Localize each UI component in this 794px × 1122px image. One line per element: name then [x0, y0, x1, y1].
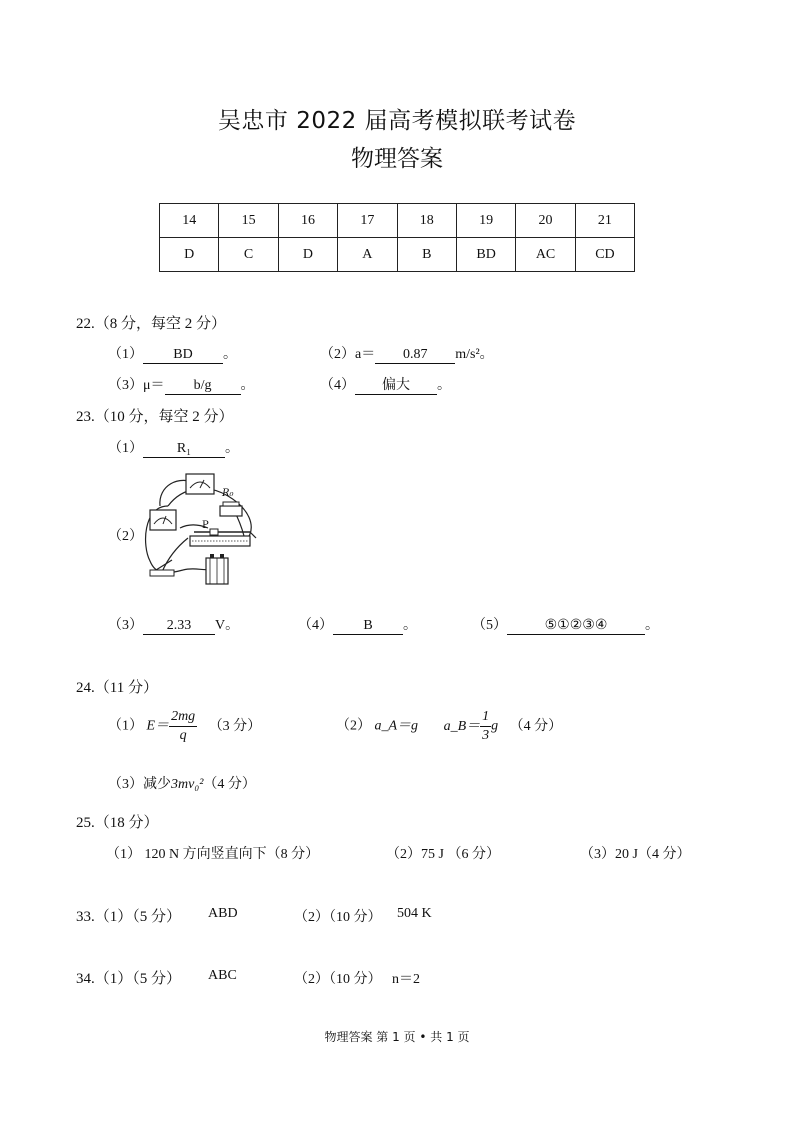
q24-part2-eq-b-lhs: a_B＝	[443, 718, 481, 734]
q24-heading: 24.（11 分）	[76, 680, 158, 696]
circuit-diagram	[138, 466, 273, 588]
q23-part4-label: （4）	[298, 618, 333, 633]
q24-part1-score: （3 分）	[208, 718, 262, 734]
q24-part2-eq-a: a_A＝g	[374, 718, 419, 734]
q23-part1-answer: R₁	[143, 441, 225, 458]
q23-part3	[108, 614, 239, 635]
q24-part1-label: （1）	[108, 718, 143, 734]
q24-part1-denominator: q	[179, 728, 187, 743]
answer-cell: A	[338, 238, 397, 272]
rheostat-icon	[190, 529, 256, 546]
question-number: 18	[397, 204, 456, 238]
question-number: 19	[456, 204, 515, 238]
page-footer: 物理答案 第 1 页 • 共 1 页	[324, 1030, 470, 1044]
q25-heading: 25.（18 分）	[76, 815, 159, 831]
q22-part3	[108, 374, 255, 395]
q33-answer1: ABD	[208, 906, 238, 921]
page-title: 吴忠市 2022 届高考模拟联考试卷	[217, 108, 577, 134]
q24-part2-numerator: 1	[480, 708, 491, 727]
q34-heading: 34.（1）（5 分）	[76, 971, 182, 987]
q24-part2-fraction	[480, 708, 491, 745]
q23-part4-answer: B	[333, 618, 403, 635]
q34-answer2: n＝2	[392, 972, 420, 987]
q24-part2	[336, 708, 562, 745]
answer-cell: B	[397, 238, 456, 272]
q33-heading: 33.（1）（5 分）	[76, 909, 182, 925]
question-number: 17	[338, 204, 397, 238]
question-number: 15	[219, 204, 278, 238]
ammeter-icon	[150, 510, 176, 530]
q34-part2-label: （2）（10 分）	[294, 972, 382, 987]
q23-part1-end: 。	[225, 441, 239, 456]
q24-part1-numerator: 2mg	[169, 708, 197, 727]
q22-part4-end: 。	[437, 378, 451, 393]
answer-table-answers-row	[160, 238, 635, 272]
q22-part3-label: （3）μ＝	[108, 378, 165, 393]
q22-part2-label: （2）a＝	[320, 347, 376, 362]
q22-part3-answer: b/g	[165, 378, 241, 395]
q22-part2-unit: m/s²。	[455, 347, 494, 362]
circuit-label-r0: R₀	[222, 488, 234, 499]
answer-cell: AC	[516, 238, 575, 272]
answer-cell: D	[278, 238, 337, 272]
q23-part4	[298, 614, 417, 635]
q22-part4-answer: 偏大	[355, 378, 437, 395]
q24-part3	[108, 773, 256, 793]
q23-part1	[108, 437, 239, 458]
question-number: 14	[160, 204, 219, 238]
q24-part1-fraction	[169, 708, 197, 745]
q33-answer2: 504 K	[397, 906, 432, 921]
q34-answer1: ABC	[208, 968, 237, 983]
q23-part3-answer: 2.33	[143, 618, 215, 635]
q33-part2-label: （2）（10 分）	[294, 910, 382, 925]
battery-icon	[206, 554, 228, 584]
answer-cell: C	[219, 238, 278, 272]
q25-part2: （2）75 J （6 分）	[386, 847, 500, 862]
question-number: 21	[575, 204, 634, 238]
q23-part3-label: （3）	[108, 618, 143, 633]
q22-part1-label: （1）	[108, 347, 143, 362]
q24-part3-score: （4 分）	[203, 777, 256, 792]
q25-part3: （3）20 J（4 分）	[580, 847, 691, 862]
q23-part5	[472, 614, 659, 635]
q22-heading: 22.（8 分，每空 2 分）	[76, 316, 227, 332]
answer-table-numbers-row	[160, 204, 635, 238]
page-subtitle: 物理答案	[351, 146, 443, 172]
answer-cell: CD	[575, 238, 634, 272]
q23-part3-unit: V。	[215, 618, 240, 633]
answer-table	[159, 203, 635, 272]
q24-part2-denominator: 3	[482, 728, 490, 743]
voltmeter-icon	[186, 474, 214, 494]
q22-part2	[320, 343, 494, 364]
q25-part1: （1） 120 N 方向竖直向下（8 分）	[106, 847, 320, 862]
q23-part5-label: （5）	[472, 618, 507, 633]
fixed-resistor-icon	[220, 502, 242, 516]
question-number: 20	[516, 204, 575, 238]
q23-part2-label: （2）	[108, 529, 143, 544]
q23-part5-answer: ⑤①②③④	[507, 618, 645, 635]
q23-heading: 23.（10 分，每空 2 分）	[76, 409, 234, 425]
q23-part5-end: 。	[645, 618, 659, 633]
q23-part4-end: 。	[403, 618, 417, 633]
q22-part2-answer: 0.87	[375, 347, 455, 364]
answer-cell: BD	[456, 238, 515, 272]
circuit-label-p: P	[202, 520, 209, 531]
q24-part2-label: （2）	[336, 718, 371, 734]
q24-part2-score: （4 分）	[509, 718, 563, 734]
question-number: 16	[278, 204, 337, 238]
q24-part2-eq-b-rhs: g	[491, 718, 499, 734]
q24-part1	[108, 708, 261, 745]
q22-part1-end: 。	[223, 347, 237, 362]
q22-part4	[320, 374, 451, 395]
q24-part3-expr: 3mv₀²	[171, 777, 204, 792]
q22-part4-label: （4）	[320, 378, 355, 393]
q22-part3-end: 。	[240, 378, 255, 393]
answer-cell: D	[160, 238, 219, 272]
q24-part1-lhs: E＝	[146, 718, 170, 734]
q24-part3-label: （3）减少	[108, 777, 171, 792]
q22-part1	[108, 343, 237, 364]
q22-part1-answer: BD	[143, 347, 223, 364]
q23-part1-label: （1）	[108, 441, 143, 456]
